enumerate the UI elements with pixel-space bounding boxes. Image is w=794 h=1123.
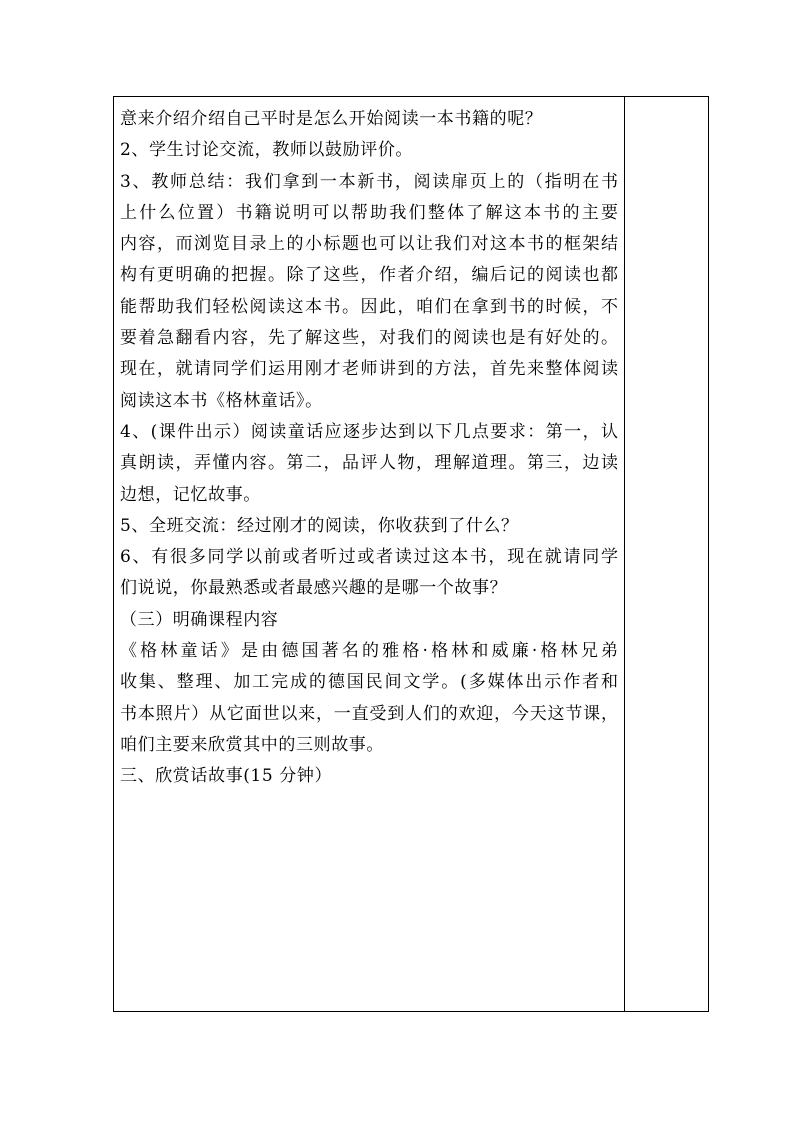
- text-line: 边想，记忆故事。: [120, 484, 261, 505]
- text-line: 阅读这本书《格林童话》。: [120, 390, 323, 411]
- text-line: 《格林童话》是由德国著名的雅格·格林和威廉·格林兄弟: [120, 641, 618, 662]
- text-line: 们说说，你最熟悉或者最感兴趣的是哪一个故事？: [120, 578, 508, 599]
- text-line: 要着急翻看内容，先了解这些，对我们的阅读也是有好处的。: [120, 328, 618, 349]
- text-line: 构有更明确的把握。除了这些，作者介绍，编后记的阅读也都: [120, 265, 618, 286]
- text-line: 3、教师总结：我们拿到一本新书，阅读扉页上的（指明在书: [120, 171, 618, 192]
- text-line: 内容，而浏览目录上的小标题也可以让我们对这本书的框架结: [120, 234, 618, 255]
- text-line: 意来介绍介绍自己平时是怎么开始阅读一本书籍的呢？: [120, 109, 543, 129]
- text-line: 书本照片）从它面世以来，一直受到人们的欢迎，今天这节课，: [120, 703, 618, 724]
- text-line: 能帮助我们轻松阅读这本书。因此，咱们在拿到书的时候，不: [120, 296, 618, 317]
- section-heading: （三）明确课程内容: [120, 609, 279, 630]
- text-line: 2、学生讨论交流，教师以鼓励评价。: [120, 140, 414, 161]
- text-line: 5、全班交流：经过刚才的阅读，你收获到了什么？: [120, 515, 519, 536]
- text-line: 收集、整理、加工完成的德国民间文学。(多媒体出示作者和: [120, 672, 618, 693]
- section-heading: 三、欣赏话故事(15 分钟）: [120, 766, 333, 787]
- text-line: 6、有很多同学以前或者听过或者读过这本书，现在就请同学: [120, 547, 618, 568]
- text-line: 现在，就请同学们运用刚才老师讲到的方法，首先来整体阅读: [120, 359, 618, 380]
- lesson-table: [113, 96, 709, 1012]
- text-line: 4、(课件出示）阅读童话应逐步达到以下几点要求：第一，认: [120, 421, 618, 442]
- notes-cell: [625, 97, 708, 1011]
- text-line: 真朗读，弄懂内容。第二，品评人物，理解道理。第三，边读: [120, 453, 618, 474]
- lesson-content-cell: [114, 97, 625, 1011]
- text-line: 上什么位置）书籍说明可以帮助我们整体了解这本书的主要: [120, 202, 618, 223]
- text-line: 咱们主要来欣赏其中的三则故事。: [120, 734, 384, 755]
